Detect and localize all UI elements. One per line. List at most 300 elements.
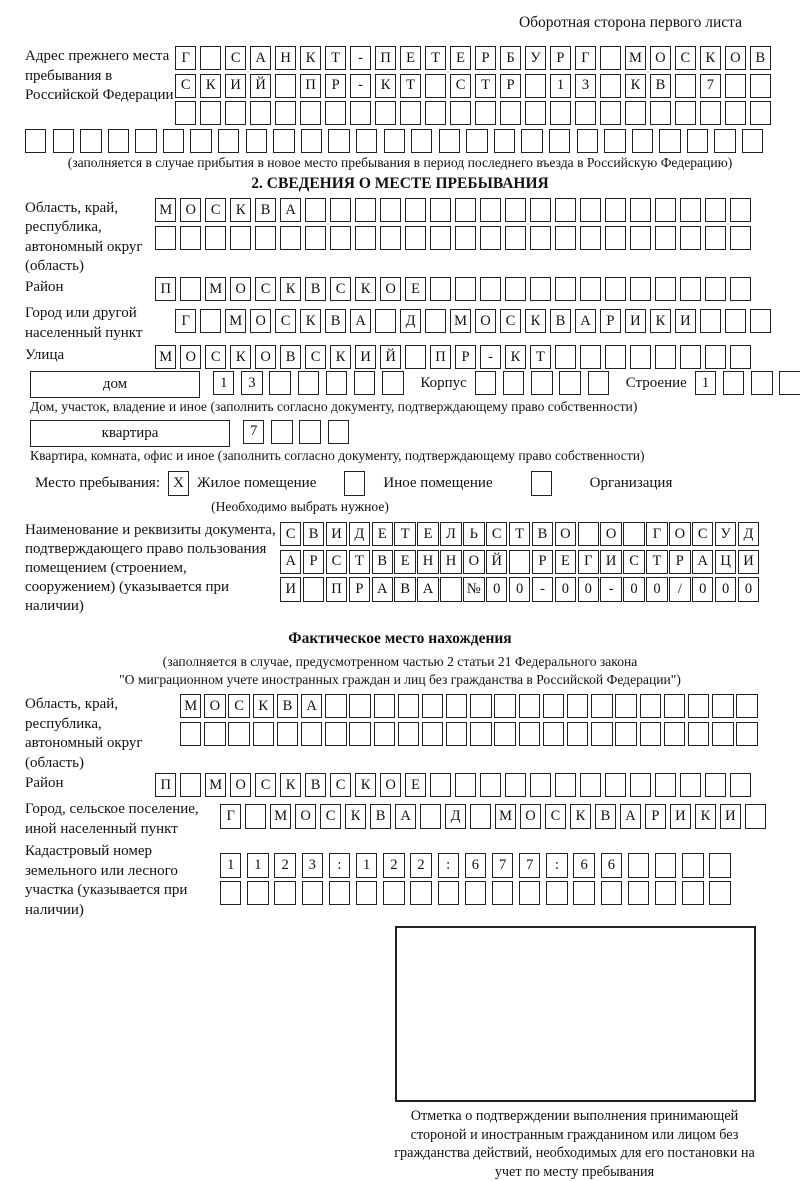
char-cell: А bbox=[350, 309, 371, 333]
char-cell bbox=[640, 694, 661, 718]
char-cell bbox=[80, 129, 101, 153]
char-cell bbox=[630, 277, 651, 301]
char-cell: Б bbox=[500, 46, 521, 70]
char-cell bbox=[630, 345, 651, 369]
char-cell: В bbox=[305, 773, 326, 797]
char-cell bbox=[180, 773, 201, 797]
char-cell bbox=[430, 773, 451, 797]
char-cell bbox=[543, 722, 564, 746]
char-cell: Ь bbox=[463, 522, 484, 546]
char-cell bbox=[664, 722, 685, 746]
char-cell bbox=[250, 101, 271, 125]
street-row bbox=[155, 345, 755, 369]
char-cell: М bbox=[450, 309, 471, 333]
char-cell bbox=[204, 722, 225, 746]
char-cell: : bbox=[546, 853, 567, 877]
char-cell: О bbox=[380, 773, 401, 797]
stay-type-option-organization: Организация bbox=[589, 475, 673, 492]
char-cell: - bbox=[350, 46, 371, 70]
char-cell bbox=[543, 694, 564, 718]
char-cell: Г bbox=[175, 309, 196, 333]
char-cell: 0 bbox=[692, 577, 713, 601]
char-cell bbox=[519, 722, 540, 746]
char-cell bbox=[425, 101, 446, 125]
char-cell bbox=[200, 309, 221, 333]
prev-address-row-4 bbox=[25, 129, 800, 153]
char-cell: № bbox=[463, 577, 484, 601]
char-cell: С bbox=[450, 74, 471, 98]
char-cell bbox=[205, 226, 226, 250]
char-cell: 1 bbox=[356, 853, 377, 877]
char-cell bbox=[675, 101, 696, 125]
char-cell: К bbox=[345, 804, 366, 828]
char-cell bbox=[664, 694, 685, 718]
char-cell bbox=[555, 226, 576, 250]
char-cell bbox=[605, 345, 626, 369]
char-cell bbox=[505, 773, 526, 797]
char-cell: 2 bbox=[274, 853, 295, 877]
char-cell bbox=[680, 773, 701, 797]
region-row-2 bbox=[155, 226, 755, 250]
street-block bbox=[25, 345, 800, 369]
char-cell: К bbox=[230, 345, 251, 369]
char-cell: С bbox=[228, 694, 249, 718]
apartment-cells bbox=[243, 420, 356, 444]
char-cell: Р bbox=[349, 577, 370, 601]
char-cell: Р bbox=[645, 804, 666, 828]
char-cell bbox=[465, 881, 486, 905]
char-cell bbox=[688, 694, 709, 718]
char-cell bbox=[355, 226, 376, 250]
char-cell: И bbox=[326, 522, 347, 546]
char-cell: П bbox=[155, 277, 176, 301]
char-cell: В bbox=[750, 46, 771, 70]
apartment-note: Квартира, комната, офис и иное (заполнить согласно документу, подтверждающему право собственности) bbox=[30, 447, 645, 463]
char-cell bbox=[273, 129, 294, 153]
char-cell bbox=[470, 722, 491, 746]
char-cell bbox=[700, 101, 721, 125]
char-cell bbox=[675, 74, 696, 98]
char-cell: У bbox=[525, 46, 546, 70]
char-cell: Е bbox=[372, 522, 393, 546]
char-cell bbox=[546, 881, 567, 905]
char-cell: О bbox=[250, 309, 271, 333]
char-cell: С bbox=[275, 309, 296, 333]
char-cell bbox=[305, 198, 326, 222]
char-cell: В bbox=[394, 577, 415, 601]
char-cell bbox=[591, 722, 612, 746]
document-row-2 bbox=[280, 550, 761, 574]
char-cell bbox=[625, 101, 646, 125]
char-cell bbox=[736, 722, 757, 746]
char-cell: И bbox=[600, 550, 621, 574]
char-cell bbox=[326, 371, 347, 395]
char-cell bbox=[455, 198, 476, 222]
char-cell: О bbox=[725, 46, 746, 70]
house-cells bbox=[213, 371, 410, 395]
char-cell: 0 bbox=[578, 577, 599, 601]
char-cell bbox=[604, 129, 625, 153]
char-cell bbox=[175, 101, 196, 125]
char-cell: 1 bbox=[247, 853, 268, 877]
char-cell: Т bbox=[646, 550, 667, 574]
char-cell: Д bbox=[400, 309, 421, 333]
char-cell: Н bbox=[275, 46, 296, 70]
char-cell bbox=[687, 129, 708, 153]
char-cell bbox=[632, 129, 653, 153]
prev-address-row-3 bbox=[175, 101, 775, 125]
char-cell bbox=[303, 577, 324, 601]
char-cell bbox=[567, 722, 588, 746]
char-cell bbox=[380, 226, 401, 250]
char-cell bbox=[425, 309, 446, 333]
char-cell bbox=[505, 198, 526, 222]
char-cell bbox=[466, 129, 487, 153]
char-cell: Е bbox=[394, 550, 415, 574]
char-cell: Т bbox=[394, 522, 415, 546]
char-cell bbox=[410, 881, 431, 905]
char-cell: В bbox=[370, 804, 391, 828]
char-cell bbox=[705, 277, 726, 301]
char-cell bbox=[470, 694, 491, 718]
char-cell bbox=[247, 881, 268, 905]
char-cell bbox=[655, 773, 676, 797]
char-cell bbox=[384, 129, 405, 153]
char-cell bbox=[375, 309, 396, 333]
stay-type-option-other-premises: Иное помещение bbox=[383, 475, 493, 492]
char-cell bbox=[325, 694, 346, 718]
char-cell: 6 bbox=[601, 853, 622, 877]
char-cell: А bbox=[395, 804, 416, 828]
char-cell bbox=[519, 694, 540, 718]
char-cell bbox=[275, 74, 296, 98]
char-cell bbox=[246, 129, 267, 153]
char-cell: А bbox=[280, 198, 301, 222]
char-cell: 1 bbox=[213, 371, 234, 395]
char-cell bbox=[455, 277, 476, 301]
char-cell bbox=[630, 773, 651, 797]
char-cell bbox=[505, 277, 526, 301]
char-cell bbox=[680, 226, 701, 250]
stay-type-option-residential: Жилое помещение bbox=[197, 475, 317, 492]
char-cell bbox=[630, 226, 651, 250]
char-cell: О bbox=[600, 522, 621, 546]
char-cell: Т bbox=[400, 74, 421, 98]
char-cell bbox=[328, 129, 349, 153]
char-cell bbox=[354, 371, 375, 395]
actual-district-label: Район bbox=[25, 775, 64, 792]
char-cell bbox=[600, 74, 621, 98]
stroenie-cells bbox=[695, 371, 800, 395]
char-cell bbox=[475, 371, 496, 395]
prev-address-row-2 bbox=[175, 74, 775, 98]
char-cell: Р bbox=[455, 345, 476, 369]
char-cell bbox=[655, 881, 676, 905]
char-cell bbox=[411, 129, 432, 153]
char-cell bbox=[271, 420, 292, 444]
char-cell bbox=[494, 722, 515, 746]
char-cell: И bbox=[280, 577, 301, 601]
char-cell: Г bbox=[578, 550, 599, 574]
section2-title: 2. СВЕДЕНИЯ О МЕСТЕ ПРЕБЫВАНИЯ bbox=[251, 174, 549, 192]
char-cell bbox=[480, 226, 501, 250]
char-cell: : bbox=[438, 853, 459, 877]
char-cell: 6 bbox=[465, 853, 486, 877]
char-cell: Д bbox=[445, 804, 466, 828]
char-cell: 7 bbox=[519, 853, 540, 877]
char-cell bbox=[446, 694, 467, 718]
char-cell: Н bbox=[417, 550, 438, 574]
char-cell bbox=[180, 226, 201, 250]
char-cell: С bbox=[280, 522, 301, 546]
stay-type-note: (Необходимо выбрать нужное) bbox=[211, 499, 389, 515]
char-cell bbox=[730, 345, 751, 369]
char-cell bbox=[580, 277, 601, 301]
char-cell bbox=[301, 129, 322, 153]
char-cell bbox=[405, 226, 426, 250]
prev-address-rows bbox=[175, 46, 775, 129]
char-cell: М bbox=[495, 804, 516, 828]
char-cell: С bbox=[486, 522, 507, 546]
char-cell bbox=[375, 101, 396, 125]
cadastre-label: Кадастровый номер земельного или лесного участка (указывается при наличии) bbox=[25, 843, 188, 918]
char-cell: 0 bbox=[715, 577, 736, 601]
char-cell: О bbox=[255, 345, 276, 369]
char-cell bbox=[750, 101, 771, 125]
char-cell bbox=[398, 694, 419, 718]
cadastre-rows bbox=[220, 841, 737, 908]
char-cell: В bbox=[595, 804, 616, 828]
char-cell bbox=[530, 277, 551, 301]
char-cell bbox=[559, 371, 580, 395]
region-rows bbox=[155, 198, 755, 253]
char-cell bbox=[405, 345, 426, 369]
confirmation-stamp-box bbox=[395, 926, 756, 1102]
char-cell bbox=[356, 129, 377, 153]
char-cell bbox=[712, 694, 733, 718]
char-cell: О bbox=[520, 804, 541, 828]
char-cell: Т bbox=[425, 46, 446, 70]
char-cell bbox=[659, 129, 680, 153]
char-cell bbox=[580, 198, 601, 222]
char-cell bbox=[438, 881, 459, 905]
char-cell bbox=[455, 226, 476, 250]
char-cell bbox=[530, 226, 551, 250]
char-cell bbox=[530, 198, 551, 222]
char-cell: К bbox=[650, 309, 671, 333]
char-cell bbox=[730, 773, 751, 797]
char-cell bbox=[492, 881, 513, 905]
char-cell bbox=[655, 345, 676, 369]
char-cell: - bbox=[480, 345, 501, 369]
street-label: Улица bbox=[25, 347, 65, 364]
char-cell: С bbox=[675, 46, 696, 70]
char-cell: С bbox=[545, 804, 566, 828]
char-cell bbox=[190, 129, 211, 153]
actual-city-block bbox=[25, 799, 800, 839]
char-cell bbox=[709, 881, 730, 905]
char-cell: П bbox=[300, 74, 321, 98]
char-cell bbox=[680, 277, 701, 301]
char-cell: К bbox=[700, 46, 721, 70]
city-row bbox=[175, 309, 775, 333]
char-cell: В bbox=[280, 345, 301, 369]
actual-region-row-2 bbox=[180, 722, 761, 746]
char-cell: Р bbox=[325, 74, 346, 98]
char-cell bbox=[430, 226, 451, 250]
char-cell: К bbox=[505, 345, 526, 369]
char-cell: А bbox=[692, 550, 713, 574]
char-cell bbox=[430, 277, 451, 301]
char-cell: Е bbox=[400, 46, 421, 70]
char-cell: Г bbox=[175, 46, 196, 70]
char-cell bbox=[605, 277, 626, 301]
char-cell: У bbox=[715, 522, 736, 546]
char-cell bbox=[355, 198, 376, 222]
char-cell bbox=[605, 226, 626, 250]
district-row bbox=[155, 277, 755, 301]
char-cell bbox=[298, 371, 319, 395]
house-row bbox=[30, 371, 800, 398]
char-cell: С bbox=[692, 522, 713, 546]
char-cell: С bbox=[175, 74, 196, 98]
char-cell bbox=[725, 309, 746, 333]
char-cell: 2 bbox=[383, 853, 404, 877]
char-cell bbox=[751, 371, 772, 395]
actual-region-block bbox=[25, 694, 800, 773]
char-cell: О bbox=[180, 345, 201, 369]
char-cell bbox=[425, 74, 446, 98]
apartment-row bbox=[30, 420, 800, 447]
char-cell: С bbox=[255, 277, 276, 301]
char-cell: Т bbox=[325, 46, 346, 70]
char-cell: М bbox=[225, 309, 246, 333]
char-cell bbox=[374, 694, 395, 718]
char-cell bbox=[108, 129, 129, 153]
char-cell: К bbox=[375, 74, 396, 98]
cadastre-row-2 bbox=[220, 881, 737, 905]
char-cell bbox=[301, 722, 322, 746]
stay-type-checkbox-residential: X bbox=[168, 471, 189, 496]
char-cell: К bbox=[300, 309, 321, 333]
char-cell bbox=[549, 129, 570, 153]
char-cell: И bbox=[675, 309, 696, 333]
char-cell: К bbox=[625, 74, 646, 98]
char-cell bbox=[705, 773, 726, 797]
actual-region-row-1 bbox=[180, 694, 761, 718]
house-note: Дом, участок, владение и иное (заполнить согласно документу, подтверждающему право собственности) bbox=[30, 399, 638, 415]
char-cell bbox=[163, 129, 184, 153]
char-cell: Р bbox=[550, 46, 571, 70]
char-cell bbox=[422, 722, 443, 746]
char-cell: О bbox=[380, 277, 401, 301]
cadastre-block bbox=[25, 841, 800, 920]
char-cell bbox=[519, 881, 540, 905]
char-cell bbox=[730, 226, 751, 250]
char-cell: С bbox=[320, 804, 341, 828]
char-cell: Д bbox=[349, 522, 370, 546]
char-cell bbox=[725, 101, 746, 125]
char-cell: Е bbox=[405, 277, 426, 301]
char-cell: В bbox=[255, 198, 276, 222]
char-cell: И bbox=[720, 804, 741, 828]
stay-type-row bbox=[35, 471, 800, 496]
char-cell: Н bbox=[440, 550, 461, 574]
char-cell bbox=[382, 371, 403, 395]
char-cell bbox=[577, 129, 598, 153]
char-cell: А bbox=[301, 694, 322, 718]
char-cell bbox=[509, 550, 530, 574]
char-cell: - bbox=[600, 577, 621, 601]
char-cell bbox=[709, 853, 730, 877]
char-cell: 2 bbox=[410, 853, 431, 877]
char-cell: В bbox=[303, 522, 324, 546]
actual-city-row bbox=[220, 804, 770, 828]
char-cell bbox=[712, 722, 733, 746]
char-cell: 1 bbox=[220, 853, 241, 877]
char-cell: В bbox=[372, 550, 393, 574]
char-cell: В bbox=[325, 309, 346, 333]
char-cell bbox=[446, 722, 467, 746]
char-cell bbox=[180, 277, 201, 301]
char-cell: В bbox=[550, 309, 571, 333]
char-cell bbox=[330, 226, 351, 250]
char-cell bbox=[725, 74, 746, 98]
city-block bbox=[25, 303, 800, 343]
actual-location-note-2: "О миграционном учете иностранных граждан и лиц без гражданства в Российской Федерации") bbox=[119, 672, 681, 688]
char-cell bbox=[680, 345, 701, 369]
region-label: Область, край, республика, автономный округ (область) bbox=[25, 199, 143, 275]
char-cell bbox=[525, 101, 546, 125]
char-cell bbox=[580, 345, 601, 369]
char-cell bbox=[277, 722, 298, 746]
char-cell bbox=[494, 694, 515, 718]
char-cell bbox=[714, 129, 735, 153]
char-cell bbox=[383, 881, 404, 905]
char-cell bbox=[275, 101, 296, 125]
char-cell: Ц bbox=[715, 550, 736, 574]
cadastre-row-1 bbox=[220, 853, 737, 877]
actual-city-label: Город, сельское поселение, иной населенный пункт bbox=[25, 801, 199, 837]
char-cell bbox=[255, 226, 276, 250]
char-cell: Д bbox=[738, 522, 759, 546]
char-cell bbox=[200, 101, 221, 125]
char-cell bbox=[220, 881, 241, 905]
char-cell bbox=[555, 773, 576, 797]
char-cell bbox=[591, 694, 612, 718]
char-cell bbox=[578, 522, 599, 546]
confirmation-stamp-caption: Отметка о подтверждении выполнения принимающей стороной и иностранным гражданином или лицом без гражданства действий, необходимых для его постановки на учет по месту пребывания bbox=[394, 1108, 755, 1180]
char-cell: 6 bbox=[573, 853, 594, 877]
char-cell bbox=[135, 129, 156, 153]
char-cell bbox=[650, 101, 671, 125]
char-cell: С bbox=[330, 773, 351, 797]
char-cell: В bbox=[277, 694, 298, 718]
char-cell: С bbox=[326, 550, 347, 574]
char-cell bbox=[349, 694, 370, 718]
char-cell bbox=[325, 101, 346, 125]
char-cell: С bbox=[205, 345, 226, 369]
char-cell: П bbox=[375, 46, 396, 70]
char-cell bbox=[329, 881, 350, 905]
char-cell bbox=[505, 226, 526, 250]
char-cell: 0 bbox=[623, 577, 644, 601]
char-cell: Т bbox=[530, 345, 551, 369]
char-cell: С bbox=[623, 550, 644, 574]
char-cell bbox=[470, 804, 491, 828]
char-cell bbox=[555, 345, 576, 369]
char-cell: Р bbox=[600, 309, 621, 333]
